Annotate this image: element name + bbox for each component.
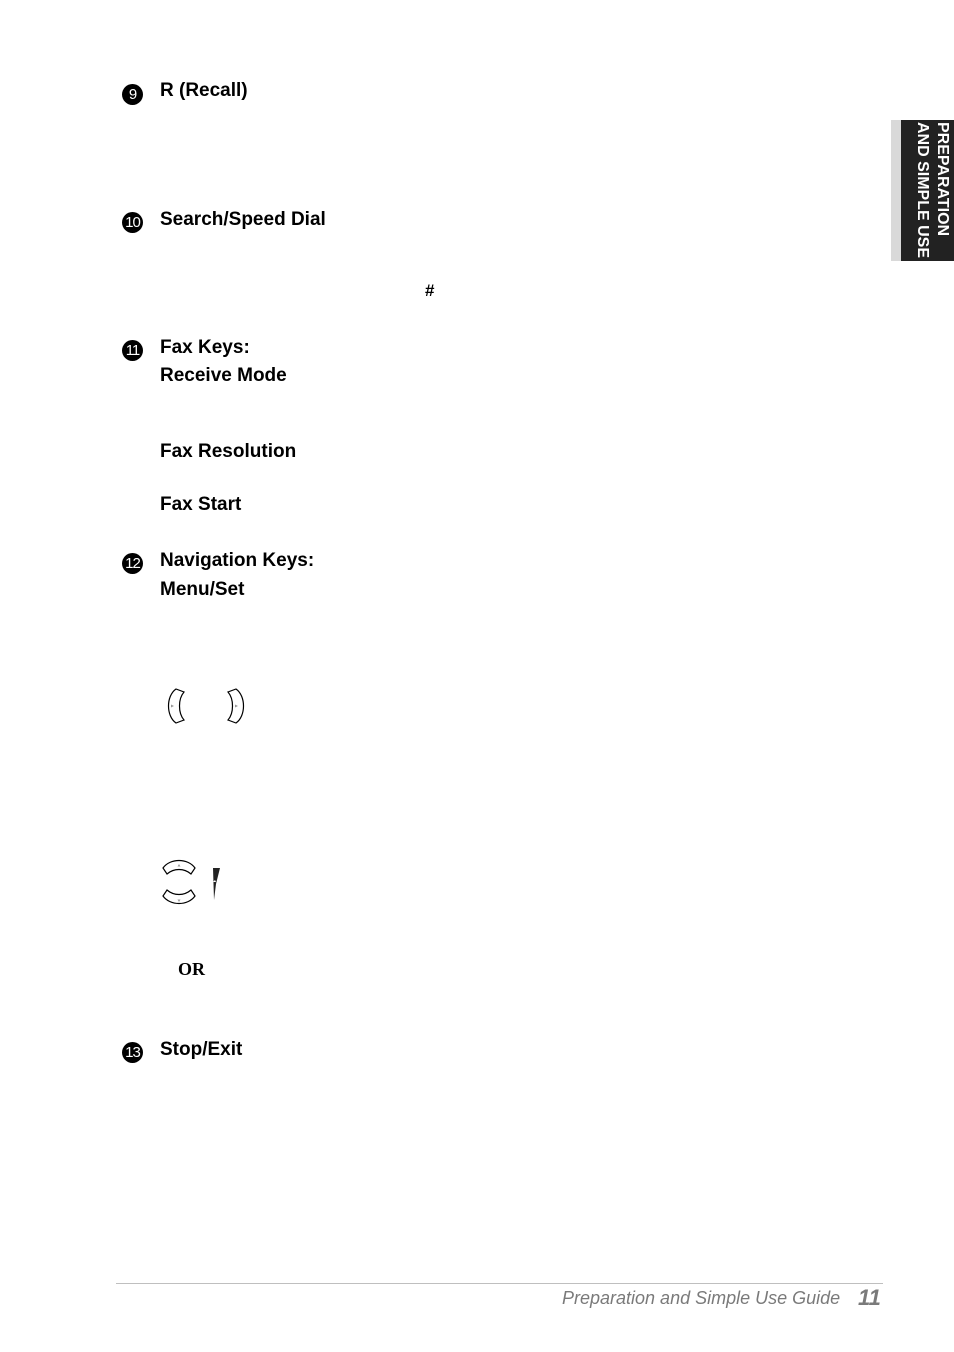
- or-text: OR: [178, 959, 205, 979]
- item-label-stop-exit: Stop/Exit: [160, 1039, 243, 1060]
- item-sub-fax-start: Fax Start: [160, 494, 242, 515]
- hash-symbol: #: [425, 281, 435, 300]
- footer-title: Preparation and Simple Use Guide: [562, 1288, 841, 1308]
- item-number-11: 11: [122, 340, 143, 361]
- left-right-keys-icon: [162, 686, 250, 726]
- item-sub-fax-resolution: Fax Resolution: [160, 441, 297, 462]
- item-number-10: 10: [122, 212, 143, 233]
- item-label-fax-keys: Fax Keys:: [160, 337, 250, 358]
- footer-divider: [116, 1283, 883, 1284]
- item-sub-receive-mode: Receive Mode: [160, 365, 287, 386]
- item-label-recall: R (Recall): [160, 80, 248, 101]
- item-number-13: 13: [122, 1042, 143, 1063]
- page-number: 11: [858, 1285, 881, 1310]
- item-number-9: 9: [122, 84, 143, 105]
- item-number-12: 12: [122, 553, 143, 574]
- up-down-keys-icon: [160, 856, 226, 912]
- item-label-navigation-keys: Navigation Keys:: [160, 550, 315, 571]
- side-tab-line2: AND SIMPLE USE: [914, 122, 931, 259]
- item-sub-menu-set: Menu/Set: [160, 579, 245, 600]
- side-tab-label: [904, 122, 952, 258]
- side-tab-line1: PREPARATION: [934, 122, 951, 237]
- item-label-search-speed-dial: Search/Speed Dial: [160, 209, 326, 230]
